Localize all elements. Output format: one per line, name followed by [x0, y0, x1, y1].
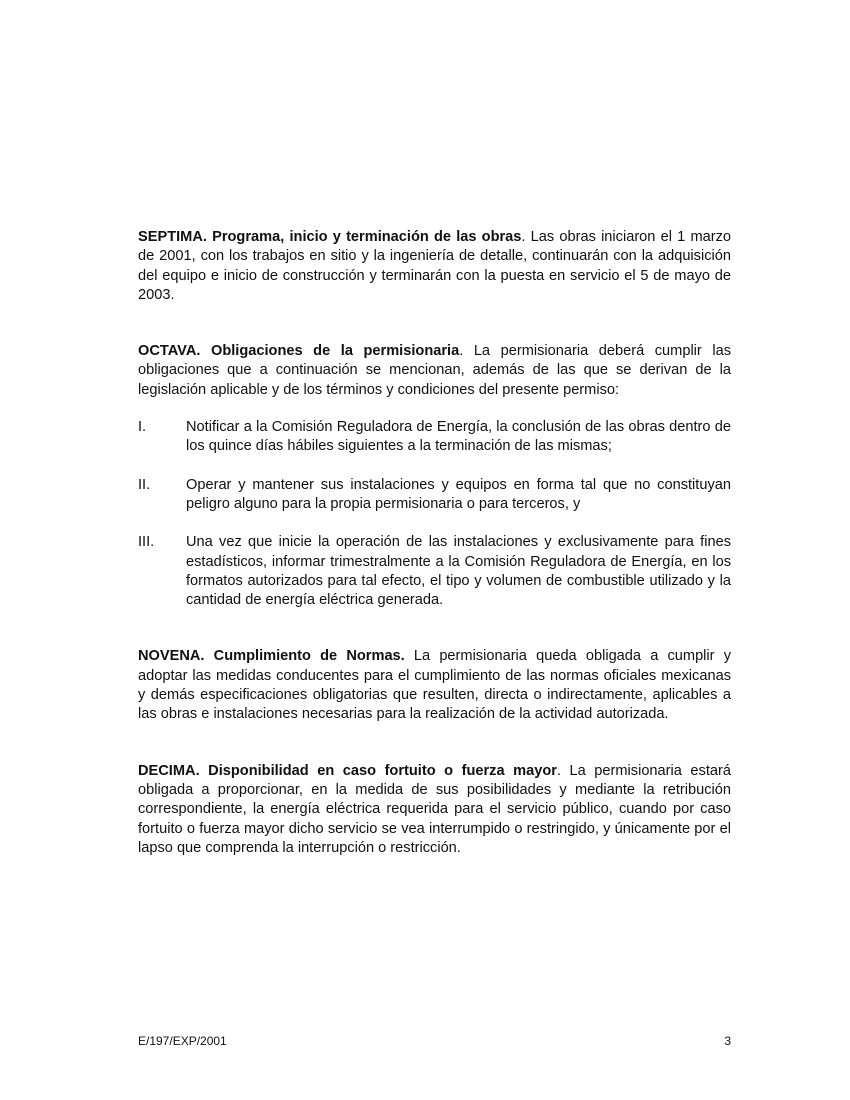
clause-text: . La permisionaria estará obligada a proporcionar, en la medida de sus posibilidades y mediante la retribución correspondiente, la energía eléctrica requerida para el servicio público, cuando por caso fortuito o fuerza mayor dicho servicio se vea interrumpido o restringido, y únicamente por el lapso que comprenda la interrupción o restricción. — [138, 762, 731, 856]
list-item — [138, 533, 731, 610]
clause-heading: OCTAVA. Obligaciones de la permisionaria — [138, 343, 460, 360]
clause-heading: DECIMA. Disponibilidad en caso fortuito o fuerza mayor — [138, 762, 557, 779]
clause-heading: NOVENA. Cumplimiento de Normas. — [138, 648, 405, 665]
list-item-text: Operar y mantener sus instalaciones y equipos en forma tal que no constituyan peligro alguno para la propia permisionaria o para terceros, y — [186, 476, 731, 512]
clause-octava — [138, 342, 731, 400]
list-item-text: Notificar a la Comisión Reguladora de Energía, la conclusión de las obras dentro de los quince días hábiles siguientes a la terminación de las mismas; — [186, 419, 731, 455]
clause-septima — [138, 228, 731, 305]
page-footer — [138, 1034, 731, 1048]
footer-reference: E/197/EXP/2001 — [138, 1034, 227, 1048]
clause-novena — [138, 647, 731, 724]
clause-text: . La permisionaria deberá cumplir las obligaciones que a continuación se mencionan, además de las que se derivan de la legislación aplicable y de los términos y condiciones del presente permiso: — [138, 343, 731, 398]
list-item — [138, 418, 731, 457]
obligations-list — [138, 418, 731, 610]
clause-decima — [138, 762, 731, 858]
clause-text: . Las obras iniciaron el 1 marzo de 2001, con los trabajos en sitio y la ingeniería de detalle, continuarán con la adquisición del equipo e inicio de construcción y terminarán con la puesta en servicio el 5 de mayo de 2003. — [138, 229, 731, 303]
list-numeral: III. — [138, 534, 155, 551]
list-item-text: Una vez que inicie la operación de las instalaciones y exclusivamente para fines estadísticos, informar trimestralmente a la Comisión Reguladora de Energía, en los formatos autorizados para tal efecto, el tipo y volumen de combustible utilizado y la cantidad de energía eléctrica generada. — [186, 534, 731, 609]
page-number: 3 — [724, 1034, 731, 1048]
clause-text: La permisionaria queda obligada a cumplir y adoptar las medidas conducentes para el cumplimiento de las normas oficiales mexicanas y demás especificaciones obligatorias que resulten, directa o indirectamente, aplicables a las obras e instalaciones necesarias para la realización de la actividad autorizada. — [138, 648, 731, 723]
list-numeral: II. — [138, 476, 151, 493]
list-numeral: I. — [138, 419, 147, 436]
document-body — [138, 228, 731, 858]
list-item — [138, 476, 731, 515]
clause-heading: SEPTIMA. Programa, inicio y terminación de las obras — [138, 229, 522, 245]
